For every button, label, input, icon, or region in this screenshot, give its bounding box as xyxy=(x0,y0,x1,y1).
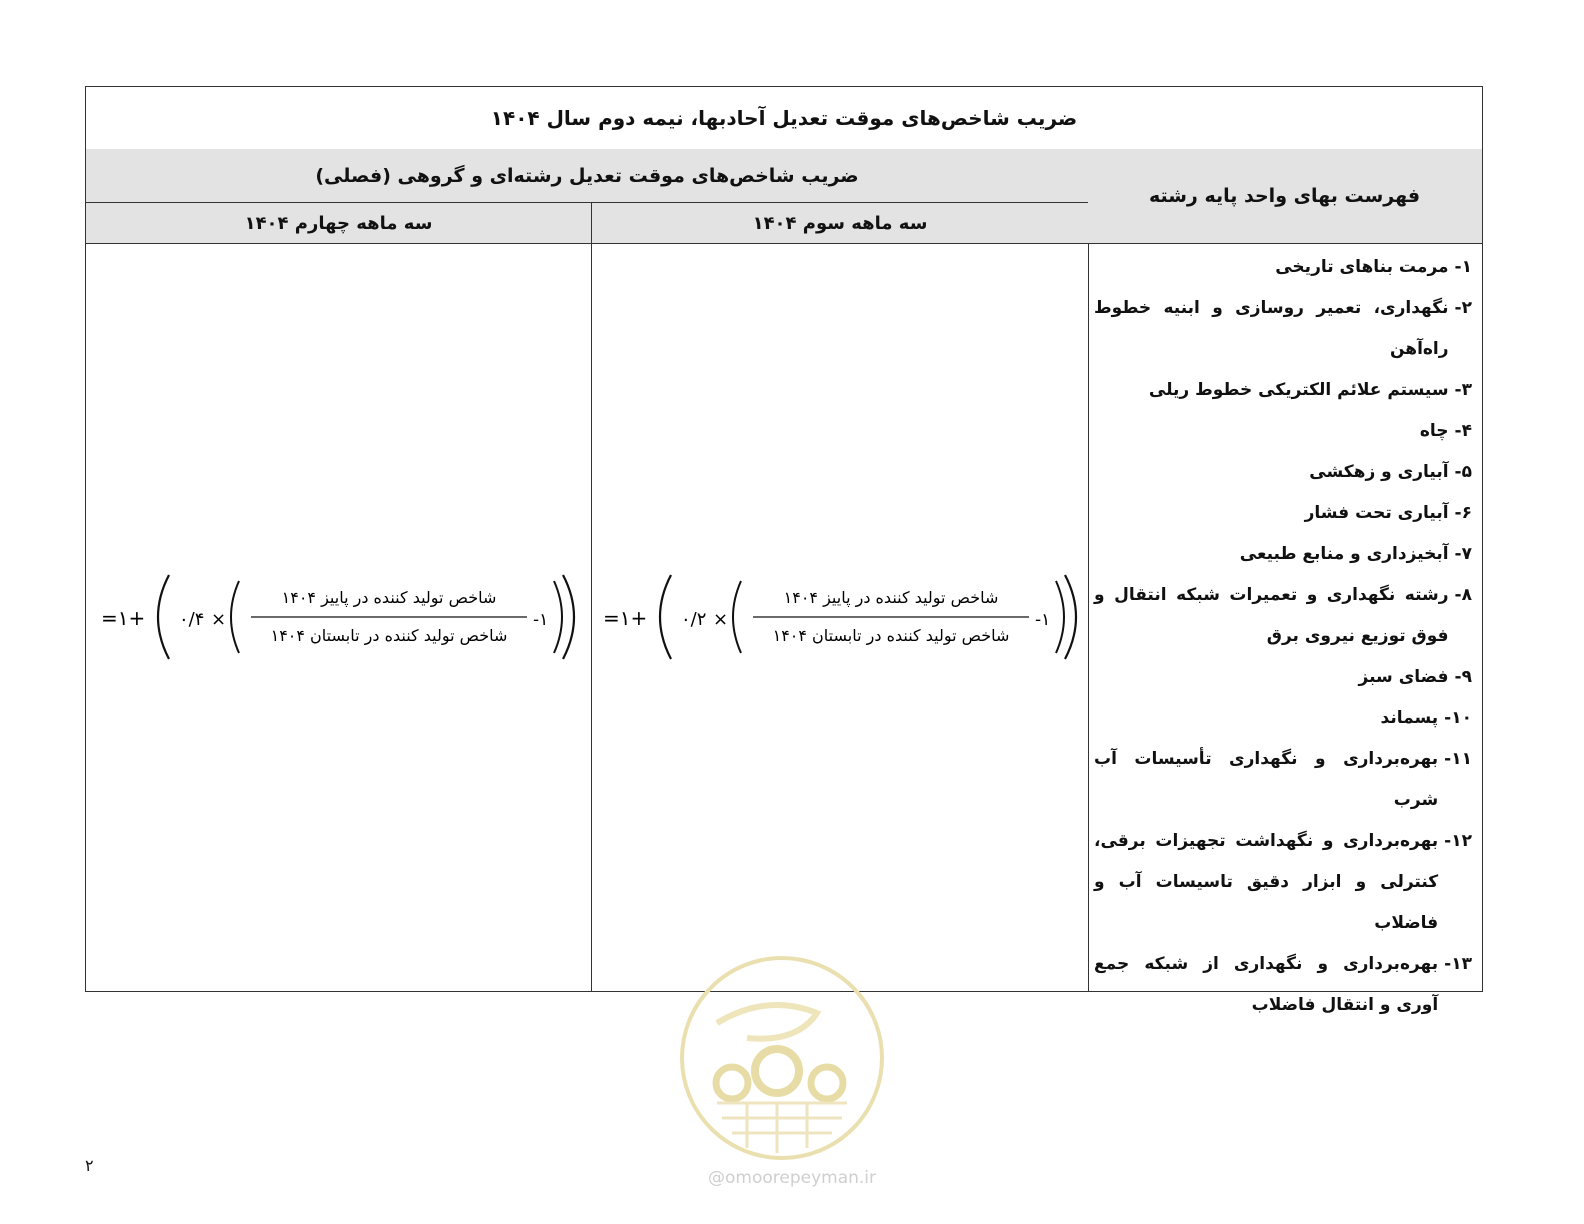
column-divider xyxy=(591,244,592,991)
list-item xyxy=(1094,739,1472,821)
right-paren xyxy=(1065,575,1076,659)
list-item xyxy=(1094,493,1472,534)
times-sign: × xyxy=(211,609,227,630)
list-item xyxy=(1094,821,1472,944)
list-item-number: ۷- xyxy=(1454,544,1472,564)
list-item-number: ۵- xyxy=(1454,462,1472,482)
formula-numerator: شاخص تولید کننده در پاییز ۱۴۰۴ xyxy=(281,588,497,607)
list-item xyxy=(1094,698,1472,739)
list-item-label: بهره‌برداری و نگهداری از شبکه جمع آوری و انتقال فاضلاب xyxy=(1094,954,1439,1015)
formula-prefix: =۱+ xyxy=(101,606,146,630)
minus-one: -۱ xyxy=(533,610,549,630)
list-item xyxy=(1094,411,1472,452)
list-item-number: ۴- xyxy=(1454,421,1472,441)
list-item-label: آبیاری و زهکشی xyxy=(1309,462,1449,482)
list-item xyxy=(1094,944,1472,1026)
list-item-number: ۱۰- xyxy=(1444,708,1472,728)
list-item-number: ۱- xyxy=(1454,257,1472,277)
list-item-label: آبیاری تحت فشار xyxy=(1304,503,1449,523)
list-item-number: ۳- xyxy=(1454,380,1472,400)
header-price-list: فهرست بهای واحد پایه رشته xyxy=(1086,149,1482,244)
header-third-quarter: سه ماهه سوم ۱۴۰۴ xyxy=(591,203,1088,244)
list-item-label: چاه xyxy=(1419,421,1449,441)
list-item-label: بهره‌برداری و نگهداری تأسیسات آب شرب xyxy=(1094,749,1439,810)
left-paren xyxy=(158,575,169,659)
page-number: ۲ xyxy=(85,1156,94,1175)
list-item-label: بهره‌برداری و نگهداشت تجهیزات برقی، کنترلی و ابزار دقیق تاسیسات آب و فاضلاب xyxy=(1094,831,1439,933)
list-item-number: ۲- xyxy=(1454,298,1472,318)
list-item-number: ۹- xyxy=(1454,667,1472,687)
inner-right-paren xyxy=(1056,581,1064,653)
list-item-number: ۱۳- xyxy=(1444,954,1472,974)
watermark-logo-icon xyxy=(677,953,887,1163)
list-item-label: پسماند xyxy=(1380,708,1439,728)
list-item-label: فضای سبز xyxy=(1358,667,1449,687)
list-item-number: ۶- xyxy=(1454,503,1472,523)
inner-left-paren xyxy=(733,581,741,653)
times-sign: × xyxy=(713,609,729,630)
left-paren xyxy=(660,575,671,659)
formula-prefix: =۱+ xyxy=(603,606,648,630)
formula-denominator: شاخص تولید کننده در تابستان ۱۴۰۴ xyxy=(772,626,1010,645)
list-item-number: ۸- xyxy=(1454,585,1472,605)
watermark-url: @omoorepeyman.ir xyxy=(707,1168,877,1188)
column-divider xyxy=(1088,244,1089,991)
formula-fourth-quarter xyxy=(99,567,579,667)
list-item xyxy=(1094,288,1472,370)
list-item-number: ۱۲- xyxy=(1444,831,1472,851)
formula-coefficient: ۰/۴ xyxy=(179,609,205,630)
list-item xyxy=(1094,657,1472,698)
formula-third-quarter xyxy=(601,567,1081,667)
list-item xyxy=(1094,370,1472,411)
list-item xyxy=(1094,247,1472,288)
list-item-label: مرمت بناهای تاریخی xyxy=(1275,257,1449,277)
list-item-label: رشته نگهداری و تعمیرات شبکه انتقال و فوق توزیع نیروی برق xyxy=(1094,585,1449,646)
list-item-label: نگهداری، تعمیر روسازی و ابنیه خطوط راه‌آهن xyxy=(1094,298,1449,359)
header-fourth-quarter: سه ماهه چهارم ۱۴۰۴ xyxy=(86,203,591,244)
list-item xyxy=(1094,575,1472,657)
inner-left-paren xyxy=(231,581,239,653)
right-paren xyxy=(563,575,574,659)
minus-one: -۱ xyxy=(1035,610,1051,630)
formula-coefficient: ۰/۲ xyxy=(681,609,707,630)
list-item xyxy=(1094,452,1472,493)
inner-right-paren xyxy=(554,581,562,653)
list-item xyxy=(1094,534,1472,575)
table-title: ضریب شاخص‌های موقت تعدیل آحادبها، نیمه دوم سال ۱۴۰۴ xyxy=(86,87,1482,150)
list-item-number: ۱۱- xyxy=(1444,749,1472,769)
adjustment-coefficient-table xyxy=(85,86,1483,1015)
list-item-label: سیستم علائم الکتریکی خطوط ریلی xyxy=(1148,380,1449,400)
header-coefficient-group: ضریب شاخص‌های موقت تعدیل رشته‌ای و گروهی (فصلی) xyxy=(86,149,1088,203)
price-list-items xyxy=(1094,247,1472,1026)
formula-numerator: شاخص تولید کننده در پاییز ۱۴۰۴ xyxy=(783,588,999,607)
formula-denominator: شاخص تولید کننده در تابستان ۱۴۰۴ xyxy=(270,626,508,645)
list-item-label: آبخیزداری و منابع طبیعی xyxy=(1239,544,1449,564)
